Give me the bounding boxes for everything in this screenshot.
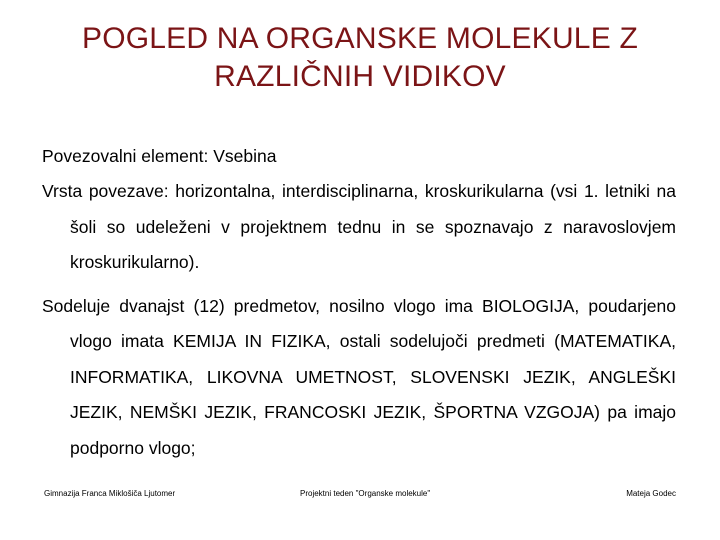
paragraph-subjects (42, 289, 676, 467)
connection-type-label: Vrsta povezave (42, 181, 164, 201)
footer-author: Mateja Godec (626, 489, 676, 498)
slide-body (42, 139, 676, 466)
connection-type-text: : horizontalna, interdisciplinarna, kroskurikularna (vsi 1. letniki na šoli so udeleženi v projektnem tednu in se spoznavajo z naravoslovjem kroskurikularno). (70, 181, 676, 272)
paragraph-connection-type (42, 174, 676, 281)
title-line-1: POGLED NA ORGANSKE MOLEKULE Z (82, 22, 638, 55)
subjects-label: Sodeluje dvanajst (12) predmetov (42, 295, 316, 316)
connecting-element-label: Povezovalni element (42, 146, 204, 166)
subjects-text: , nosilno vlogo ima BIOLOGIJA, poudarjeno vlogo imata KEMIJA IN FIZIKA, ostali sodelujoči predmeti (MATEMATIKA, INFORMATIKA, LIKOVNA UMETNOST, SLOVENSKI JEZIK, ANGLEŠKI JEZIK, NEMŠKI JEZIK, FRANCOSKI JEZIK, ŠPORTNA VZGOJA) pa imajo podporno vlogo; (70, 295, 676, 458)
slide-title (40, 20, 680, 96)
paragraph-connecting-element (42, 139, 676, 174)
title-line-2: RAZLIČNIH VIDIKOV (214, 60, 506, 93)
footer-project: Projektni teden "Organske molekule" (300, 489, 431, 498)
footer-school: Gimnazija Franca Miklošiča Ljutomer (44, 489, 176, 498)
connecting-element-text: : Vsebina (203, 146, 277, 166)
